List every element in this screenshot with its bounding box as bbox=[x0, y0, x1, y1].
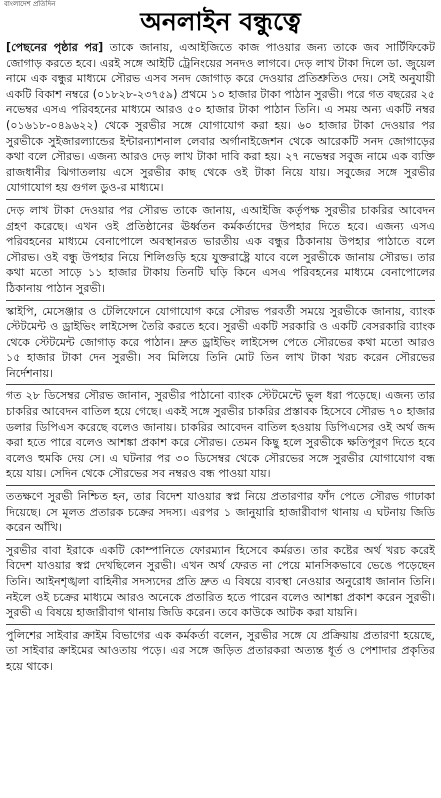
paragraph-divider bbox=[6, 539, 435, 540]
paragraph-divider bbox=[6, 199, 435, 200]
paragraph-divider bbox=[6, 300, 435, 301]
article-paragraph-3: স্কাইপি, মেসেঞ্জার ও টেলিফোনে যোগাযোগ করে সৌরভ পরবর্তী সময়ে সুরভীকে জানায়, ব্যাংক স্টেটমেন্ট ও ড্রাইভিং লাইসেন্স তৈরি করতে হবে। সুরভী একটি সরকারি ও একটি বেসরকারি ব্যাংক থেকে স্টেটমেন্ট জোগাড় করে পাঠান। দ্রুত ড্রাইভিং লাইসেন্স পেতে সৌরভের কথা মতো আরও ১৫ হাজার টাকা দেন সুরভী। সব মিলিয়ে তিনি মোট তিন লাখ টাকা খরচ করেন সৌরভের নির্দেশনায়। bbox=[6, 304, 435, 380]
paragraph-divider bbox=[6, 624, 435, 625]
continuation-label: [পেছনের পৃষ্ঠার পর] bbox=[6, 41, 104, 54]
article-paragraph-2: দেড় লাখ টাকা দেওয়ার পর সৌরভ তাকে জানায়, এআইজি কর্তৃপক্ষ সুরভীর চাকরির আবেদন গ্রহণ করেছে। এখন ওই প্রতিষ্ঠানের ঊর্ধ্বতন কর্মকর্তাদের উপহার দিতে হবে। এজন্য এসএ পরিবহনের মাধ্যমে বেনাপোলে অবস্থানরত ভারতীয় এক বন্ধুর ঠিকানায় উপহার পাঠাতে বলে সৌরভ। ওই বন্ধু উপহার নিয়ে শিলিগুড়ি হয়ে যুক্তরাষ্ট্রে যাবে বলে সুরভীকে জানায় সৌরভ। তার কথা মতো সাড়ে ১১ হাজার টাকায় তিনটি ঘড়ি কিনে এসএ পরিবহনের মাধ্যমে বেনাপোলের ঠিকানায় পাঠান সুরভী। bbox=[6, 203, 435, 295]
article-paragraph-4: গত ২৮ ডিসেম্বর সৌরভ জানান, সুরভীর পাঠানো ব্যাংক স্টেটমেন্টে ভুল ধরা পড়েছে। এজন্য তার চাকরির আবেদন বাতিল হয়ে গেছে। একই সঙ্গে সুরভীর চাকরির প্রস্তাবক হিসেবে সৌরভ ৭০ হাজার ডলার ডিপিএস করেছে বলেও জানায়। চাকরির আবেদন বাতিল হওয়ায় ডিপিএসের ওই অর্থ জব্দ করা হতে পারে বলেও আশঙ্কা প্রকাশ করে সৌরভ। তেমন কিছু হলে সুরভীকে ক্ষতিপূরণ দিতে হবে বলেও হুমকি দেয় সে। এ ঘটনার পর ৩০ ডিসেম্বর থেকে সৌরভের সঙ্গে সুরভীর যোগাযোগ বন্ধ হয়ে যায়। সেদিন থেকে সৌরভের সব নম্বরও বন্ধ পাওয়া যায়। bbox=[6, 389, 435, 481]
article-headline: অনলাইন বন্ধুত্বে bbox=[140, 7, 301, 36]
article-paragraph-5: ততক্ষণে সুরভী নিশ্চিত হন, তার বিদেশ যাওয়ার স্বপ্ন নিয়ে প্রতারণার ফাঁদ পেতে সৌরভ গাঢাকা দিয়েছে। সে মূলত প্রতারক চক্রের সদস্য। এরপর ১ জানুয়ারি হাজারীবাগ থানায় এ ঘটনায় জিডি করেন আঁখি। bbox=[6, 490, 435, 535]
page-header-strip: বাংলাদেশ প্রতিদিন bbox=[4, 0, 56, 8]
article-paragraph-6: সুরভীর বাবা ইরাকে একটি কোম্পানিতে ফোরম্যান হিসেবে কর্মরত। তার কষ্টের অর্থ খরচ করেই বিদেশ যাওয়ার স্বপ্ন দেখছিলেন সুরভী। এখন অর্থ ফেরত না পেয়ে মানসিকভাবে ভেঙে পড়েছেন তিনি। আইনশৃঙ্খলা বাহিনীর সদস্যদের প্রতি দ্রুত এ বিষয়ে ব্যবস্থা নেওয়ার অনুরোধ জানান তিনি। নইলে ওই চক্রের মাধ্যমে আরও অনেকে প্রতারিত হতে পারেন বলেও আশঙ্কা প্রকাশ করেন সুরভী। সুরভী এ বিষয়ে হাজারীবাগ থানায় জিডি করেন। তবে কাউকে আটক করা যায়নি। bbox=[6, 543, 435, 620]
article-body bbox=[6, 40, 435, 795]
paragraph-1-text: তাকে জানায়, এআইজিতে কাজ পাওয়ার জন্য তাকে জব সার্টিফিকেট জোগাড় করতে হবে। এরই সঙ্গে আইটি ট্রেনিংয়ের সনদও লাগবে। দেড় লাখ টাকা দিলে ডা. জুয়েল নামে এক বন্ধুর মাধ্যমে সৌরভ এসব সনদ জোগাড় করে দেওয়ার প্রতিশ্রুতিও দেয়। সেই অনুযায়ী একটি বিকাশ নম্বরে (০১৮২৮-২৩৭৫৯) প্রথমে ১০ হাজার টাকা পাঠান সুরভী। পরে গত বছরের ২৫ নভেম্বর এসএ পরিবহনের মাধ্যমে আরও ৫০ হাজার টাকা পাঠান তিনি। এ সময় অন্য একটি নম্বর (০১৬১৮-০৪৯৬২২) থেকে সুরভীর সঙ্গে যোগাযোগ করা হয়। ৬০ হাজার টাকা দেওয়ার পর সুরভীকে সুইজারল্যান্ডের ইন্টারন্যাশনাল লেবার অর্গানাইজেশন থেকে আরেকটি সনদ জোগাড়ের কথা বলে সৌরভ। এজন্য আরও দেড় লাখ টাকা দাবি করা হয়। ২৭ নভেম্বর সবুজ নামে এক ব্যক্তি রাজধানীর ঝিগাতলায় এসে সুরভীর কাছ থেকে ওই টাকা নিয়ে যায়। সবুজের সঙ্গে সুরভীর যোগাযোগ হয় গুগল ডুও-র মাধ্যমে। bbox=[6, 41, 435, 195]
paragraph-divider bbox=[6, 384, 435, 385]
paragraph-divider bbox=[6, 485, 435, 486]
article-paragraph-7: পুলিশের সাইবার ক্রাইম বিভাগের এক কর্মকর্তা বলেন, সুরভীর সঙ্গে যে প্রক্রিয়ায় প্রতারণা হয়েছে, তা সাইবার ক্রাইমের আওতায় পড়ে। এর সঙ্গে জড়িত প্রতারকরা অত্যন্ত ধূর্ত ও পেশাদার প্রকৃতির হয়ে থাকে। bbox=[6, 628, 435, 673]
article-paragraph-1 bbox=[6, 40, 435, 196]
